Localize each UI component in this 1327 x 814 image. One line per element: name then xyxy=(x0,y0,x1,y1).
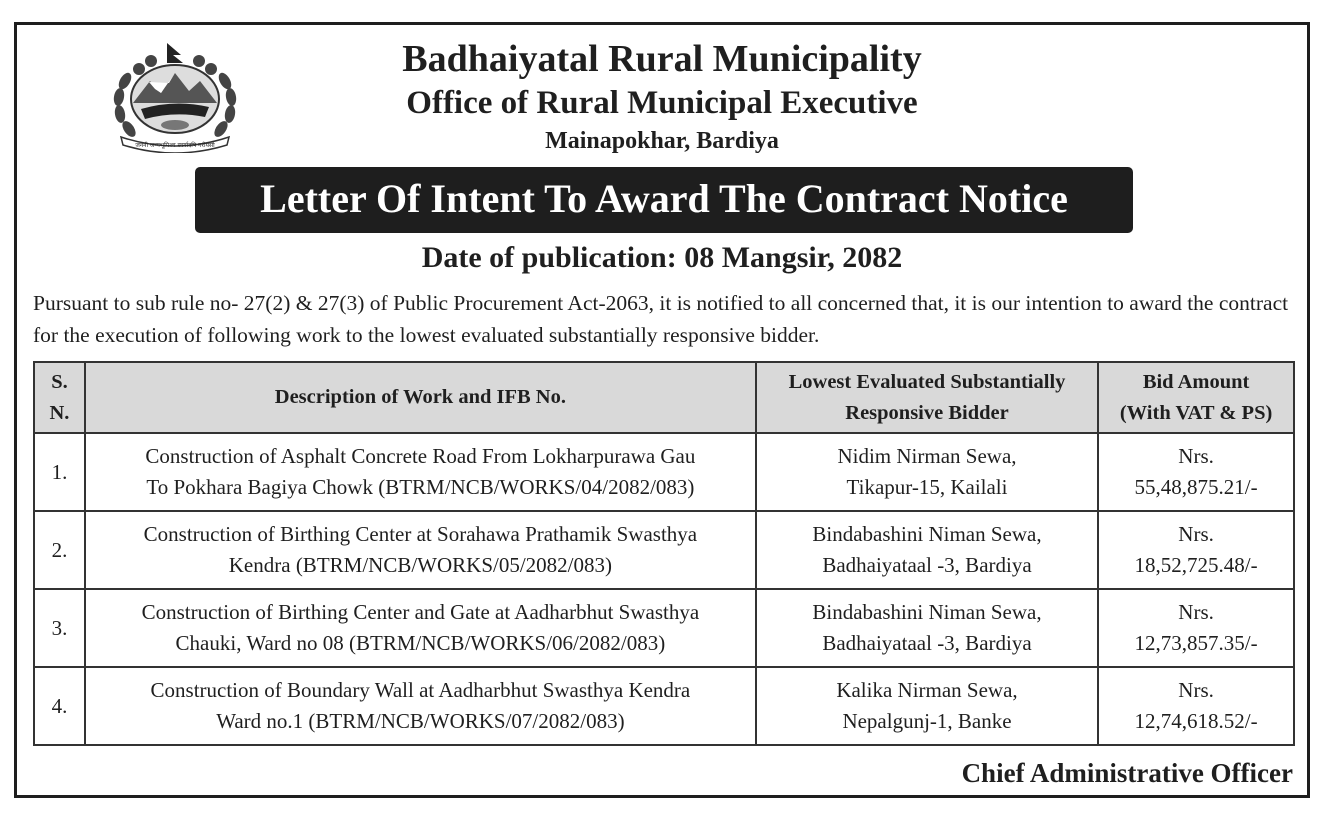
description-line: To Pokhara Bagiya Chowk (BTRM/NCB/WORKS/04/2082/083) xyxy=(146,475,695,499)
bidder-line: Bindabashini Niman Sewa, xyxy=(812,600,1042,624)
amount-currency: Nrs. xyxy=(1178,444,1214,468)
amount-currency: Nrs. xyxy=(1178,678,1214,702)
svg-text:जननी जन्मभूमिश्च स्वर्गादपि गर: जननी जन्मभूमिश्च स्वर्गादपि गरीयसी xyxy=(135,142,215,149)
notice-title: Letter Of Intent To Award The Contract Notice xyxy=(195,167,1133,233)
office-name: Office of Rural Municipal Executive xyxy=(406,85,918,121)
description-line: Ward no.1 (BTRM/NCB/WORKS/07/2082/083) xyxy=(216,709,625,733)
table-row xyxy=(34,667,1294,745)
description-line: Chauki, Ward no 08 (BTRM/NCB/WORKS/06/2082/083) xyxy=(175,631,666,655)
office-address: Mainapokhar, Bardiya xyxy=(545,128,779,154)
amount-value: 55,48,875.21/- xyxy=(1134,475,1258,499)
bidder-line: Kalika Nirman Sewa, xyxy=(836,678,1018,702)
description-line: Construction of Birthing Center and Gate at Aadharbhut Swasthya xyxy=(141,600,700,624)
description-line: Construction of Boundary Wall at Aadharbhut Swasthya Kendra xyxy=(150,678,691,702)
bidder-line: Nidim Nirman Sewa, xyxy=(837,444,1017,468)
work-description xyxy=(85,667,756,745)
bidder-header-line2: Responsive Bidder xyxy=(845,401,1009,424)
column-header-bidder xyxy=(756,362,1098,433)
serial-number: 3. xyxy=(34,589,85,667)
description-line: Construction of Birthing Center at Sorahawa Prathamik Swasthya xyxy=(143,522,698,546)
bidder-name xyxy=(756,433,1098,511)
intro-paragraph: Pursuant to sub rule no- 27(2) & 27(3) of Public Procurement Act-2063, it is notified to all concerned that, it is our intention to award the contract for the execution of following work to the lowest evaluated substantially responsive bidder. xyxy=(33,291,1289,347)
signatory-title: Chief Administrative Officer xyxy=(961,758,1293,788)
notice-frame xyxy=(14,22,1310,798)
bidder-line: Tikapur-15, Kailali xyxy=(846,475,1008,499)
sn-header-line1: S. xyxy=(51,370,68,393)
table-row xyxy=(34,511,1294,589)
bidder-name xyxy=(756,511,1098,589)
amount-currency: Nrs. xyxy=(1178,600,1214,624)
amount-value: 18,52,725.48/- xyxy=(1134,553,1258,577)
publication-date: Date of publication: 08 Mangsir, 2082 xyxy=(421,241,903,274)
work-description xyxy=(85,589,756,667)
table-header-row xyxy=(34,362,1294,433)
bidder-line: Badhaiyataal -3, Bardiya xyxy=(822,553,1032,577)
table-row xyxy=(34,589,1294,667)
bidder-name xyxy=(756,589,1098,667)
bidder-name xyxy=(756,667,1098,745)
bid-amount xyxy=(1098,433,1294,511)
bidder-line: Nepalgunj-1, Banke xyxy=(842,709,1012,733)
amount-value: 12,74,618.52/- xyxy=(1134,709,1258,733)
sn-header-line2: N. xyxy=(49,401,70,424)
amount-currency: Nrs. xyxy=(1178,522,1214,546)
bidder-line: Badhaiyataal -3, Bardiya xyxy=(822,631,1032,655)
description-line: Kendra (BTRM/NCB/WORKS/05/2082/083) xyxy=(228,553,613,577)
column-header-sn xyxy=(34,362,85,433)
bidder-header-line1: Lowest Evaluated Substantially xyxy=(788,370,1066,393)
bid-amount xyxy=(1098,511,1294,589)
municipality-name: Badhaiyatal Rural Municipality xyxy=(402,38,922,80)
serial-number: 2. xyxy=(34,511,85,589)
serial-number: 1. xyxy=(34,433,85,511)
column-header-description: Description of Work and IFB No. xyxy=(85,362,756,433)
amount-value: 12,73,857.35/- xyxy=(1134,631,1258,655)
bid-amount xyxy=(1098,589,1294,667)
bid-amount xyxy=(1098,667,1294,745)
serial-number: 4. xyxy=(34,667,85,745)
column-header-amount xyxy=(1098,362,1294,433)
amount-header-line2: (With VAT & PS) xyxy=(1119,401,1273,424)
bidder-line: Bindabashini Niman Sewa, xyxy=(812,522,1042,546)
work-description xyxy=(85,511,756,589)
amount-header-line1: Bid Amount xyxy=(1142,370,1250,393)
description-line: Construction of Asphalt Concrete Road From Lokharpurawa Gau xyxy=(145,444,696,468)
work-description xyxy=(85,433,756,511)
table-row xyxy=(34,433,1294,511)
award-table xyxy=(33,361,1295,746)
